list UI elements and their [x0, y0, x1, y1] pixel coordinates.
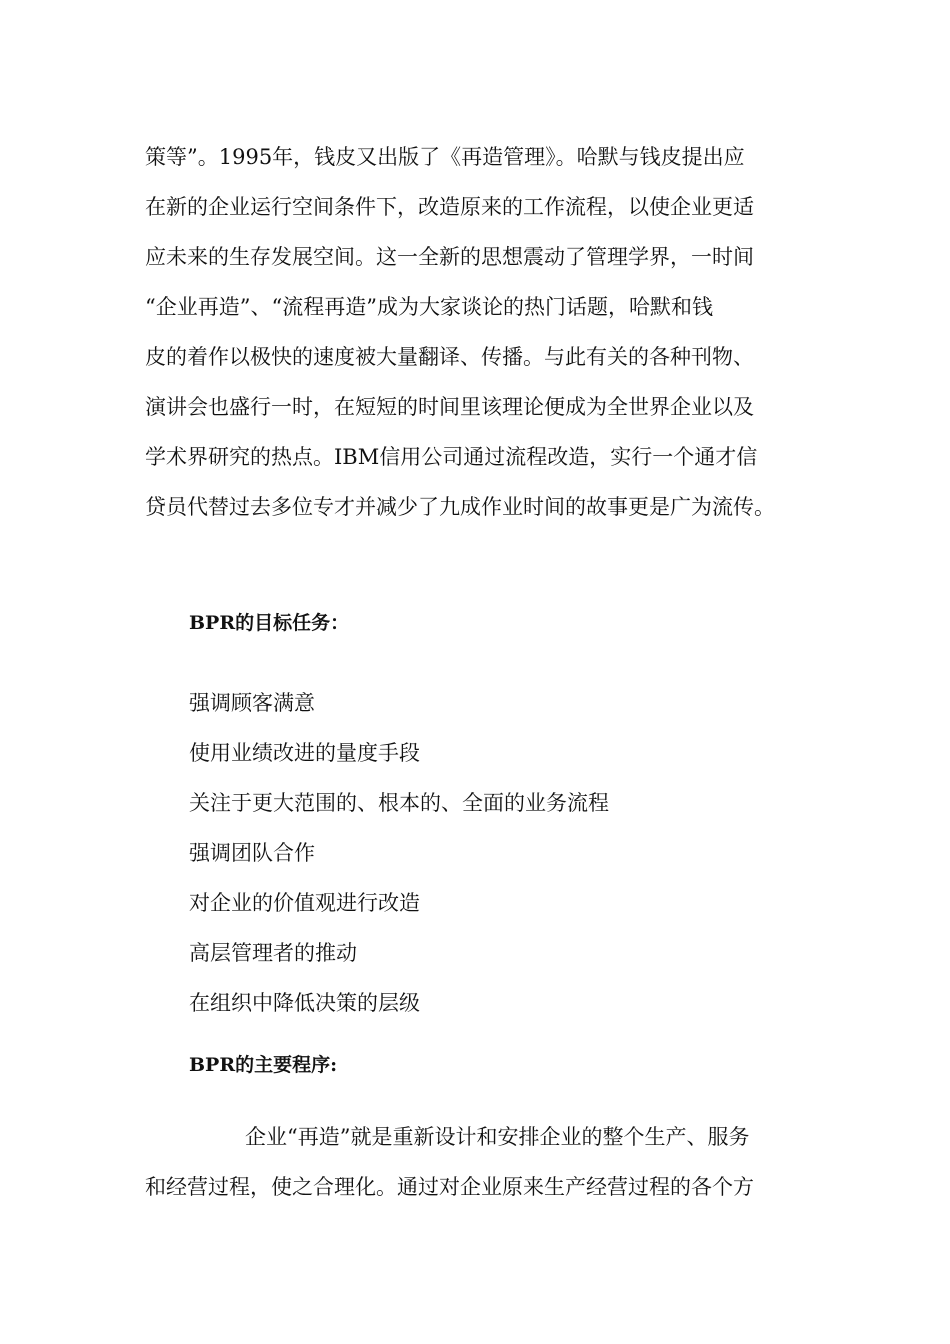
paragraph-line: 演讲会也盛行一时，在短短的时间里该理论便成为全世界企业以及 [145, 395, 754, 419]
list-item: 使用业绩改进的量度手段 [189, 741, 420, 765]
goals-list [189, 678, 609, 1028]
paragraph-line: 在新的企业运行空间条件下，改造原来的工作流程，以使企业更适 [145, 195, 754, 219]
paragraph-line: 和经营过程，使之合理化。通过对企业原来生产经营过程的各个方 [145, 1175, 754, 1199]
list-item: 高层管理者的推动 [189, 941, 357, 965]
paragraph-line: 贷员代替过去多位专才并减少了九成作业时间的故事更是广为流传。 [145, 495, 775, 519]
paragraph-line: 策等”。1995年，钱皮又出版了《再造管理》。哈默与钱皮提出应 [145, 145, 745, 169]
section-heading-procedure: BPR的主要程序: [189, 1054, 338, 1076]
list-item: 强调团队合作 [189, 841, 315, 865]
paragraph-line: 企业“再造”就是重新设计和安排企业的整个生产、服务 [245, 1125, 750, 1149]
list-item: 关注于更大范围的、根本的、全面的业务流程 [189, 791, 609, 815]
section-heading-goals: BPR的目标任务： [189, 612, 350, 634]
procedure-paragraph [145, 1112, 825, 1212]
paragraph-line: 皮的着作以极快的速度被大量翻译、传播。与此有关的各种刊物、 [145, 345, 754, 369]
list-item: 强调顾客满意 [189, 691, 315, 715]
paragraph-line: 学术界研究的热点。IBM信用公司通过流程改造，实行一个通才信 [145, 445, 758, 469]
paragraph-line: 应未来的生存发展空间。这一全新的思想震动了管理学界，一时间 [145, 245, 754, 269]
list-item: 对企业的价值观进行改造 [189, 891, 420, 915]
intro-paragraph [145, 132, 825, 532]
paragraph-line: “企业再造”、“流程再造”成为大家谈论的热门话题，哈默和钱 [145, 295, 713, 319]
list-item: 在组织中降低决策的层级 [189, 991, 420, 1015]
